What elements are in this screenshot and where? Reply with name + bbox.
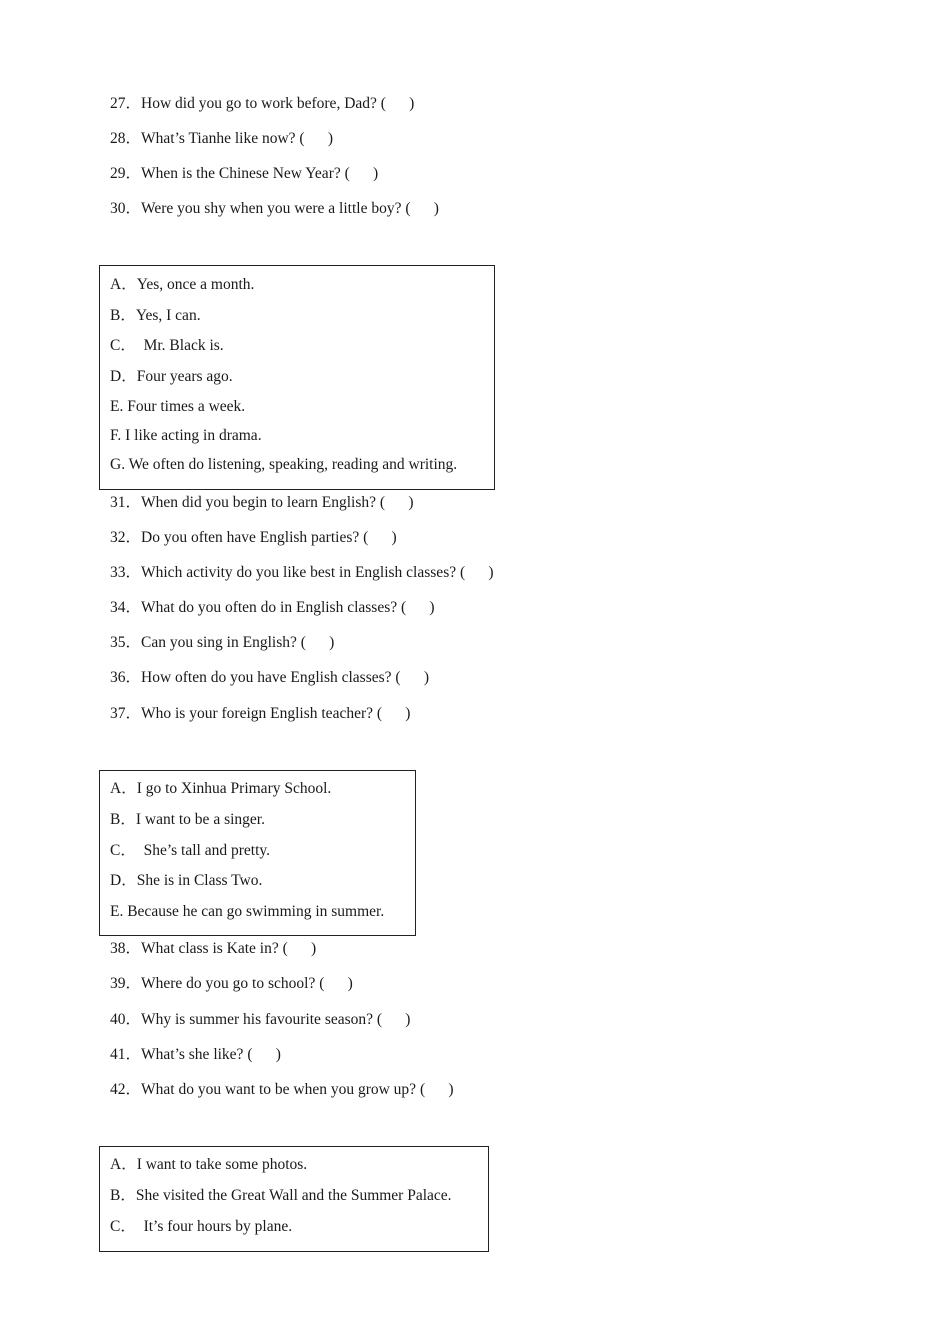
question-38: 38．What class is Kate in? ( ) xyxy=(110,940,317,957)
option-c: C． Mr. Black is. xyxy=(110,337,224,354)
question-27: 27．How did you go to work before, Dad? ( ) xyxy=(110,95,415,112)
option-c: C． It’s four hours by plane. xyxy=(110,1218,293,1235)
option-a: A．Yes, once a month. xyxy=(110,276,255,293)
option-a: A．I go to Xinhua Primary School. xyxy=(110,780,332,797)
option-c: C． She’s tall and pretty. xyxy=(110,842,271,859)
option-a: A．I want to take some photos. xyxy=(110,1156,308,1173)
question-39: 39．Where do you go to school? ( ) xyxy=(110,975,353,992)
question-36: 36．How often do you have English classes? ( ) xyxy=(110,669,429,686)
option-g: G. We often do listening, speaking, reading and writing. xyxy=(110,456,458,473)
option-e: E. Because he can go swimming in summer. xyxy=(110,903,385,920)
option-b: B．Yes, I can. xyxy=(110,307,201,324)
question-32: 32．Do you often have English parties? ( ) xyxy=(110,529,397,546)
question-31: 31．When did you begin to learn English? ( ) xyxy=(110,494,414,511)
options-box-2 xyxy=(99,770,416,936)
option-b: B．I want to be a singer. xyxy=(110,811,265,828)
options-box-1 xyxy=(99,265,495,490)
option-e: E. Four times a week. xyxy=(110,398,246,415)
options-box-3 xyxy=(99,1146,489,1252)
question-41: 41．What’s she like? ( ) xyxy=(110,1046,281,1063)
option-d: D．She is in Class Two. xyxy=(110,872,263,889)
question-42: 42．What do you want to be when you grow up? ( ) xyxy=(110,1081,454,1098)
question-29: 29．When is the Chinese New Year? ( ) xyxy=(110,165,379,182)
option-f: F. I like acting in drama. xyxy=(110,427,262,444)
question-33: 33．Which activity do you like best in English classes? ( ) xyxy=(110,564,494,581)
option-d: D．Four years ago. xyxy=(110,368,233,385)
question-34: 34．What do you often do in English classes? ( ) xyxy=(110,599,435,616)
question-40: 40．Why is summer his favourite season? ( ) xyxy=(110,1011,411,1028)
question-37: 37．Who is your foreign English teacher? ( ) xyxy=(110,705,411,722)
option-b: B．She visited the Great Wall and the Summer Palace. xyxy=(110,1187,452,1204)
question-30: 30．Were you shy when you were a little boy? ( ) xyxy=(110,200,439,217)
question-28: 28．What’s Tianhe like now? ( ) xyxy=(110,130,334,147)
question-35: 35．Can you sing in English? ( ) xyxy=(110,634,335,651)
